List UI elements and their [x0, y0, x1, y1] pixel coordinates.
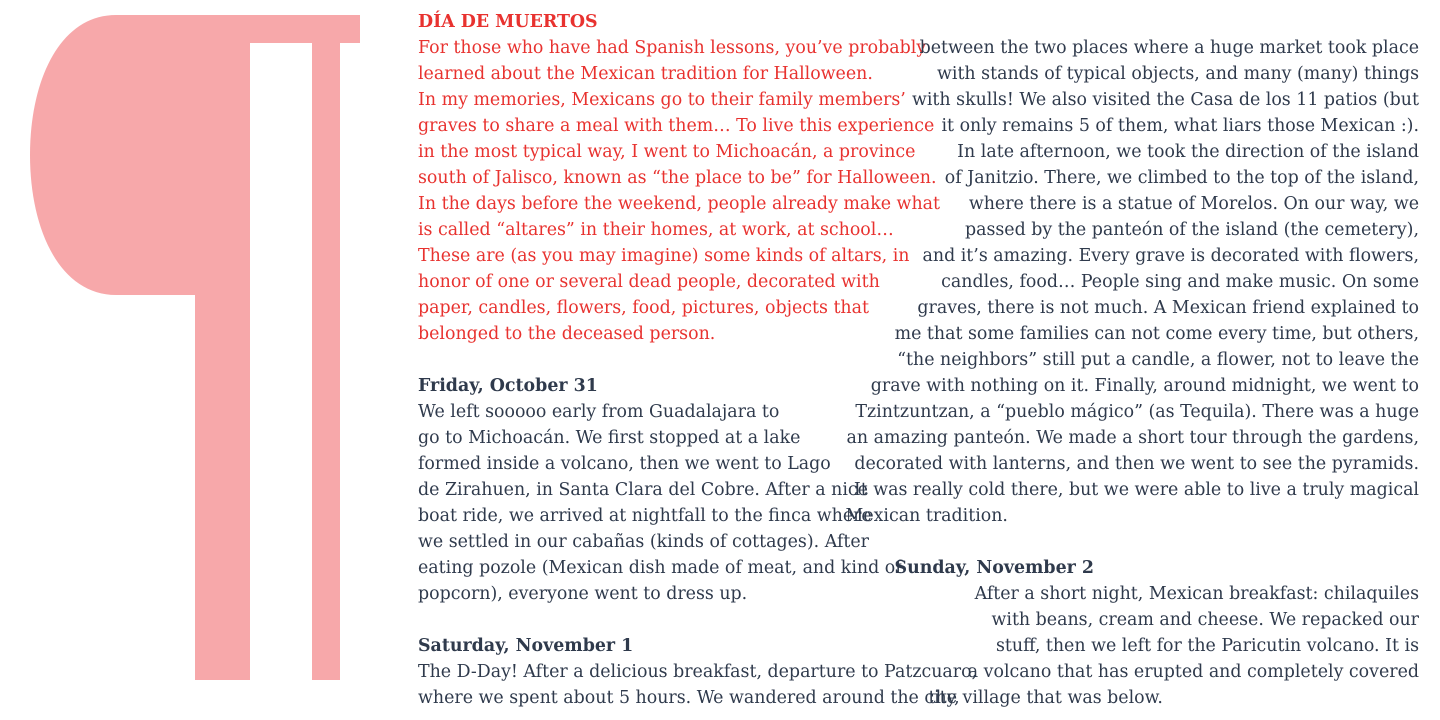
text-line: We left sooooo early from Guadalajara to [418, 402, 780, 422]
text-line: it only remains 5 of them, what liars those Mexican :). [941, 116, 1419, 136]
article-title: DÍA DE MUERTOS [418, 12, 598, 32]
text-line: go to Michoacán. We first stopped at a lake [418, 428, 801, 448]
text-line: In my memories, Mexicans go to their family members’ [418, 90, 906, 110]
text-line: grave with nothing on it. Finally, around midnight, we went to [870, 376, 1419, 396]
text-line: with stands of typical objects, and many (many) things [937, 64, 1419, 84]
text-line: It was really cold there, but we were able to live a truly magical [853, 480, 1419, 500]
pilcrow-icon [0, 0, 360, 700]
text-line: candles, food… People sing and make music. On some [941, 272, 1419, 292]
text-line: south of Jalisco, known as “the place to be” for Halloween. [418, 168, 937, 188]
section-heading-friday: Friday, October 31 [418, 376, 598, 396]
text-line: These are (as you may imagine) some kinds of altars, in [418, 246, 910, 266]
text-line: Tzintzuntzan, a “pueblo mágico” (as Tequila). There was a huge [855, 402, 1419, 422]
text-line: the village that was below. [928, 688, 1163, 708]
text-line: with beans, cream and cheese. We repacked our [991, 610, 1419, 630]
text-line: an amazing panteón. We made a short tour through the gardens, [846, 428, 1419, 448]
right-column [847, 35, 1419, 711]
text-line: popcorn), everyone went to dress up. [418, 584, 748, 604]
text-line: Mexican tradition. [845, 506, 1008, 526]
section-heading-sunday: Sunday, November 2 [894, 558, 1094, 578]
section-heading-saturday: Saturday, November 1 [418, 636, 634, 656]
text-line: where we spent about 5 hours. We wandered around the city, [418, 688, 960, 708]
text-line: boat ride, we arrived at nightfall to the finca where [418, 506, 872, 526]
sunday-paragraph [847, 581, 1419, 711]
text-line: learned about the Mexican tradition for Halloween. [418, 64, 873, 84]
text-line: decorated with lanterns, and then we went to see the pyramids. [854, 454, 1419, 474]
text-line: In late afternoon, we took the direction of the island [957, 142, 1419, 162]
text-line: In the days before the weekend, people already make what [418, 194, 940, 214]
text-line: with skulls! We also visited the Casa de los 11 patios (but [911, 90, 1419, 110]
text-line: graves, there is not much. A Mexican friend explained to [917, 298, 1419, 318]
text-line: stuff, then we left for the Paricutin volcano. It is [995, 636, 1419, 656]
text-line: For those who have had Spanish lessons, you’ve probably [418, 38, 927, 58]
text-line: of Janitzio. There, we climbed to the top of the island, [944, 168, 1419, 188]
text-line: in the most typical way, I went to Michoacán, a province [418, 142, 916, 162]
text-line: formed inside a volcano, then we went to Lago [418, 454, 831, 474]
text-line: a volcano that has erupted and completely covered [967, 662, 1419, 682]
text-line: “the neighbors” still put a candle, a flower, not to leave the [897, 350, 1419, 370]
text-line: graves to share a meal with them… To live this experience [418, 116, 935, 136]
text-line: is called “altares” in their homes, at work, at school… [418, 220, 894, 240]
saturday-continued-paragraph [847, 35, 1419, 529]
text-line: eating pozole (Mexican dish made of meat, and kind of [418, 558, 902, 578]
text-line: between the two places where a huge market took place [919, 38, 1419, 58]
text-line: The D-Day! After a delicious breakfast, departure to Patzcuaro, [418, 662, 978, 682]
text-line: we settled in our cabañas (kinds of cottages). After [418, 532, 869, 552]
text-line: and it’s amazing. Every grave is decorated with flowers, [922, 246, 1419, 266]
text-line: honor of one or several dead people, decorated with [418, 272, 880, 292]
text-line: de Zirahuen, in Santa Clara del Cobre. After a nice [418, 480, 868, 500]
text-line: belonged to the deceased person. [418, 324, 716, 344]
text-line: passed by the panteón of the island (the cemetery), [964, 220, 1419, 240]
text-line: paper, candles, flowers, food, pictures, objects that [418, 298, 869, 318]
text-line: After a short night, Mexican breakfast: chilaquiles [974, 584, 1419, 604]
text-line: where there is a statue of Morelos. On our way, we [968, 194, 1419, 214]
text-line: me that some families can not come every time, but others, [894, 324, 1419, 344]
